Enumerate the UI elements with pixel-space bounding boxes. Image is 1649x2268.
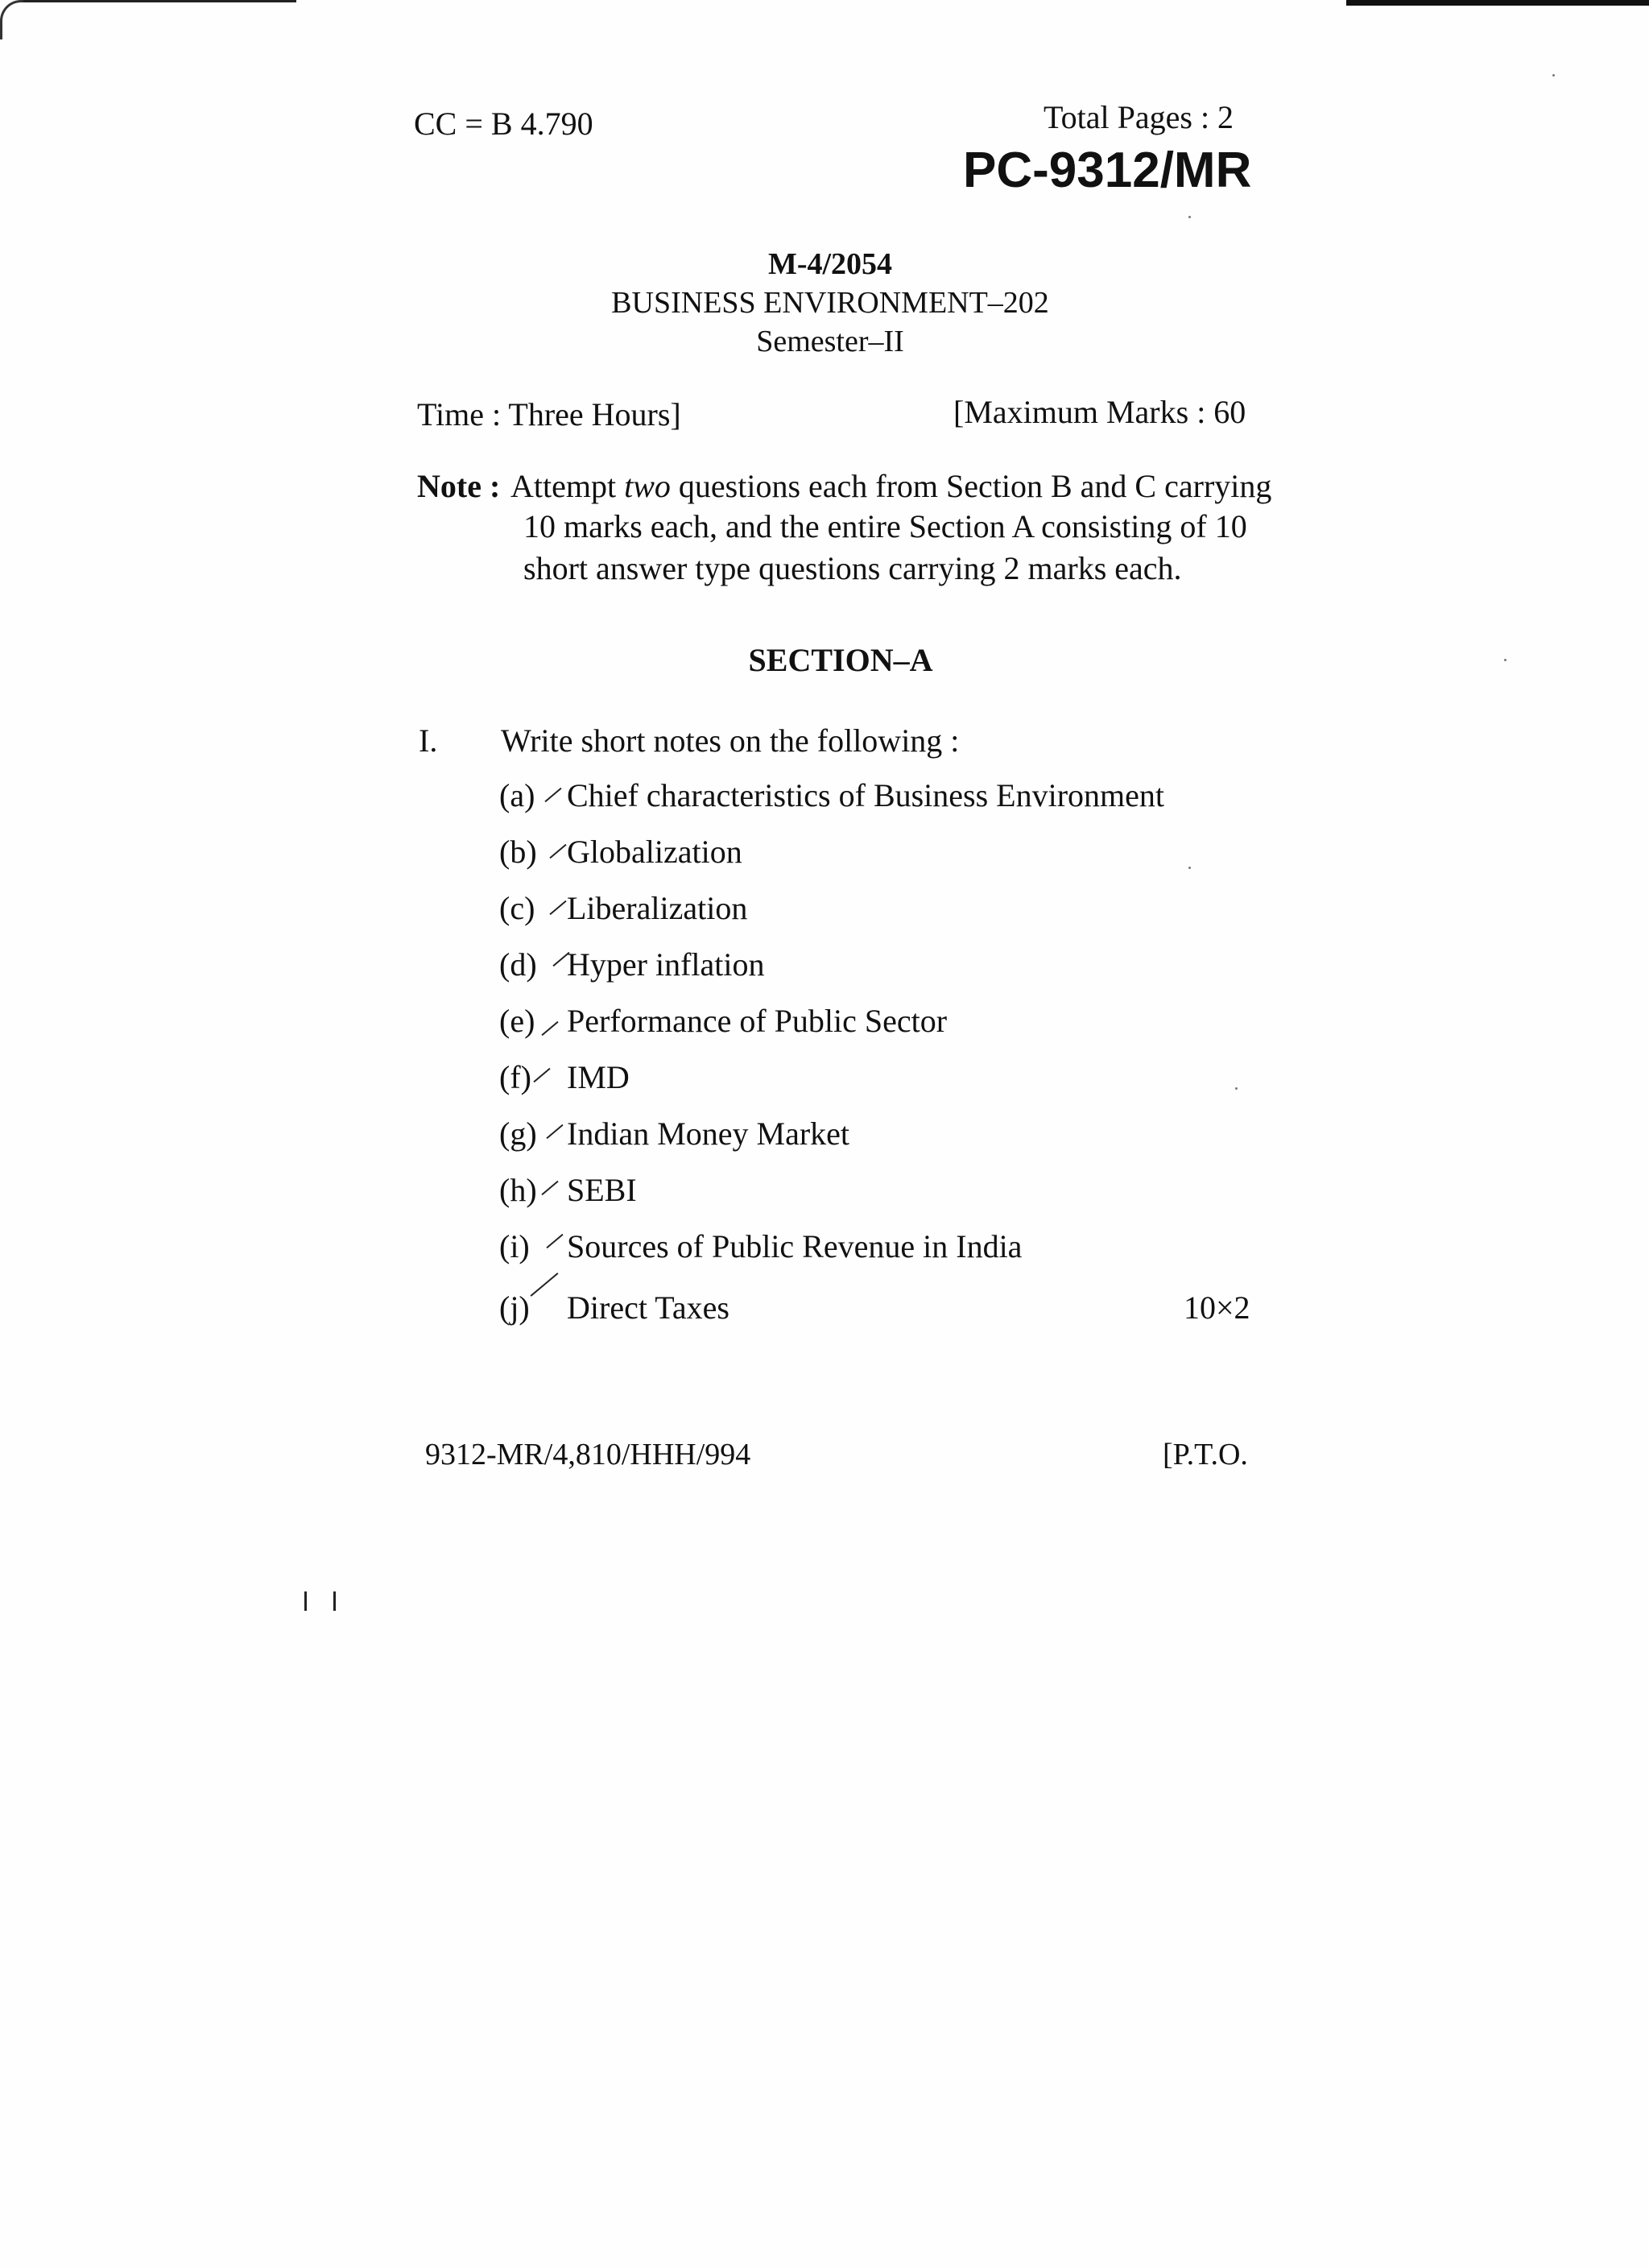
item-label: (g) [499,1115,537,1152]
question-text: Write short notes on the following : [501,722,960,759]
item-label: (j) [499,1289,530,1326]
item-label: (e) [499,1003,535,1039]
semester: Semester–II [756,325,904,358]
maximum-marks: [Maximum Marks : 60 [953,394,1246,430]
list-item [499,1058,630,1096]
item-text: Hyper inflation [567,946,765,983]
course-title: BUSINESS ENVIRONMENT–202 [611,286,1049,320]
item-text: Indian Money Market [567,1115,850,1152]
scan-speck [1188,216,1191,218]
item-label: (f) [499,1059,531,1095]
note-line-2: 10 marks each, and the entire Section A consisting of 10 [523,508,1247,544]
item-label: (b) [499,834,537,870]
scan-mark [333,1591,336,1611]
item-label: (d) [499,946,537,983]
note-line-1-end: questions each from Section B and C carrying [670,468,1272,504]
item-text: Performance of Public Sector [567,1003,948,1039]
scan-speck [1504,659,1506,661]
total-pages: Total Pages : 2 [1044,99,1234,135]
scan-speck [1188,867,1191,869]
paper-code: PC-9312/MR [963,143,1252,198]
note-label: Note : [417,468,501,504]
exam-code: M-4/2054 [767,247,893,281]
list-item [499,1227,1022,1265]
item-text: Direct Taxes [567,1289,729,1326]
list-item [499,1171,637,1209]
exam-time: Time : Three Hours] [417,396,681,432]
item-label: (i) [499,1228,530,1264]
list-item [499,776,1164,814]
pto-marker: [P.T.O. [1163,1438,1248,1471]
scan-speck [1235,1087,1238,1090]
item-text: Sources of Public Revenue in India [567,1228,1023,1264]
scan-mark [304,1591,307,1611]
item-label: (c) [499,890,535,926]
scan-speck [1552,74,1555,77]
item-text: Liberalization [567,890,748,926]
scan-corner [0,0,23,39]
item-label: (a) [499,777,535,813]
scan-edge-top-right [1346,0,1649,6]
item-text: SEBI [567,1172,637,1208]
section-marks: 10×2 [1184,1289,1250,1326]
section-heading: SECTION–A [748,642,933,678]
item-label: (h) [499,1172,537,1208]
item-text: Globalization [567,834,742,870]
list-item [499,889,747,927]
list-item [499,833,742,871]
list-item [499,1002,947,1040]
item-text: IMD [567,1059,630,1095]
note-line-1 [510,467,1271,505]
question-number: I. [419,722,438,759]
scan-edge-top-left [23,0,296,2]
cc-code: CC = B 4.790 [414,106,593,142]
note-line-3: short answer type questions carrying 2 marks each. [523,550,1182,586]
note-line-1-start: Attempt [510,468,625,504]
note-line-1-emphasis: two [624,468,671,504]
item-text: Chief characteristics of Business Environment [567,777,1165,813]
footer-code: 9312-MR/4,810/HHH/994 [425,1438,751,1471]
list-item [499,946,765,983]
